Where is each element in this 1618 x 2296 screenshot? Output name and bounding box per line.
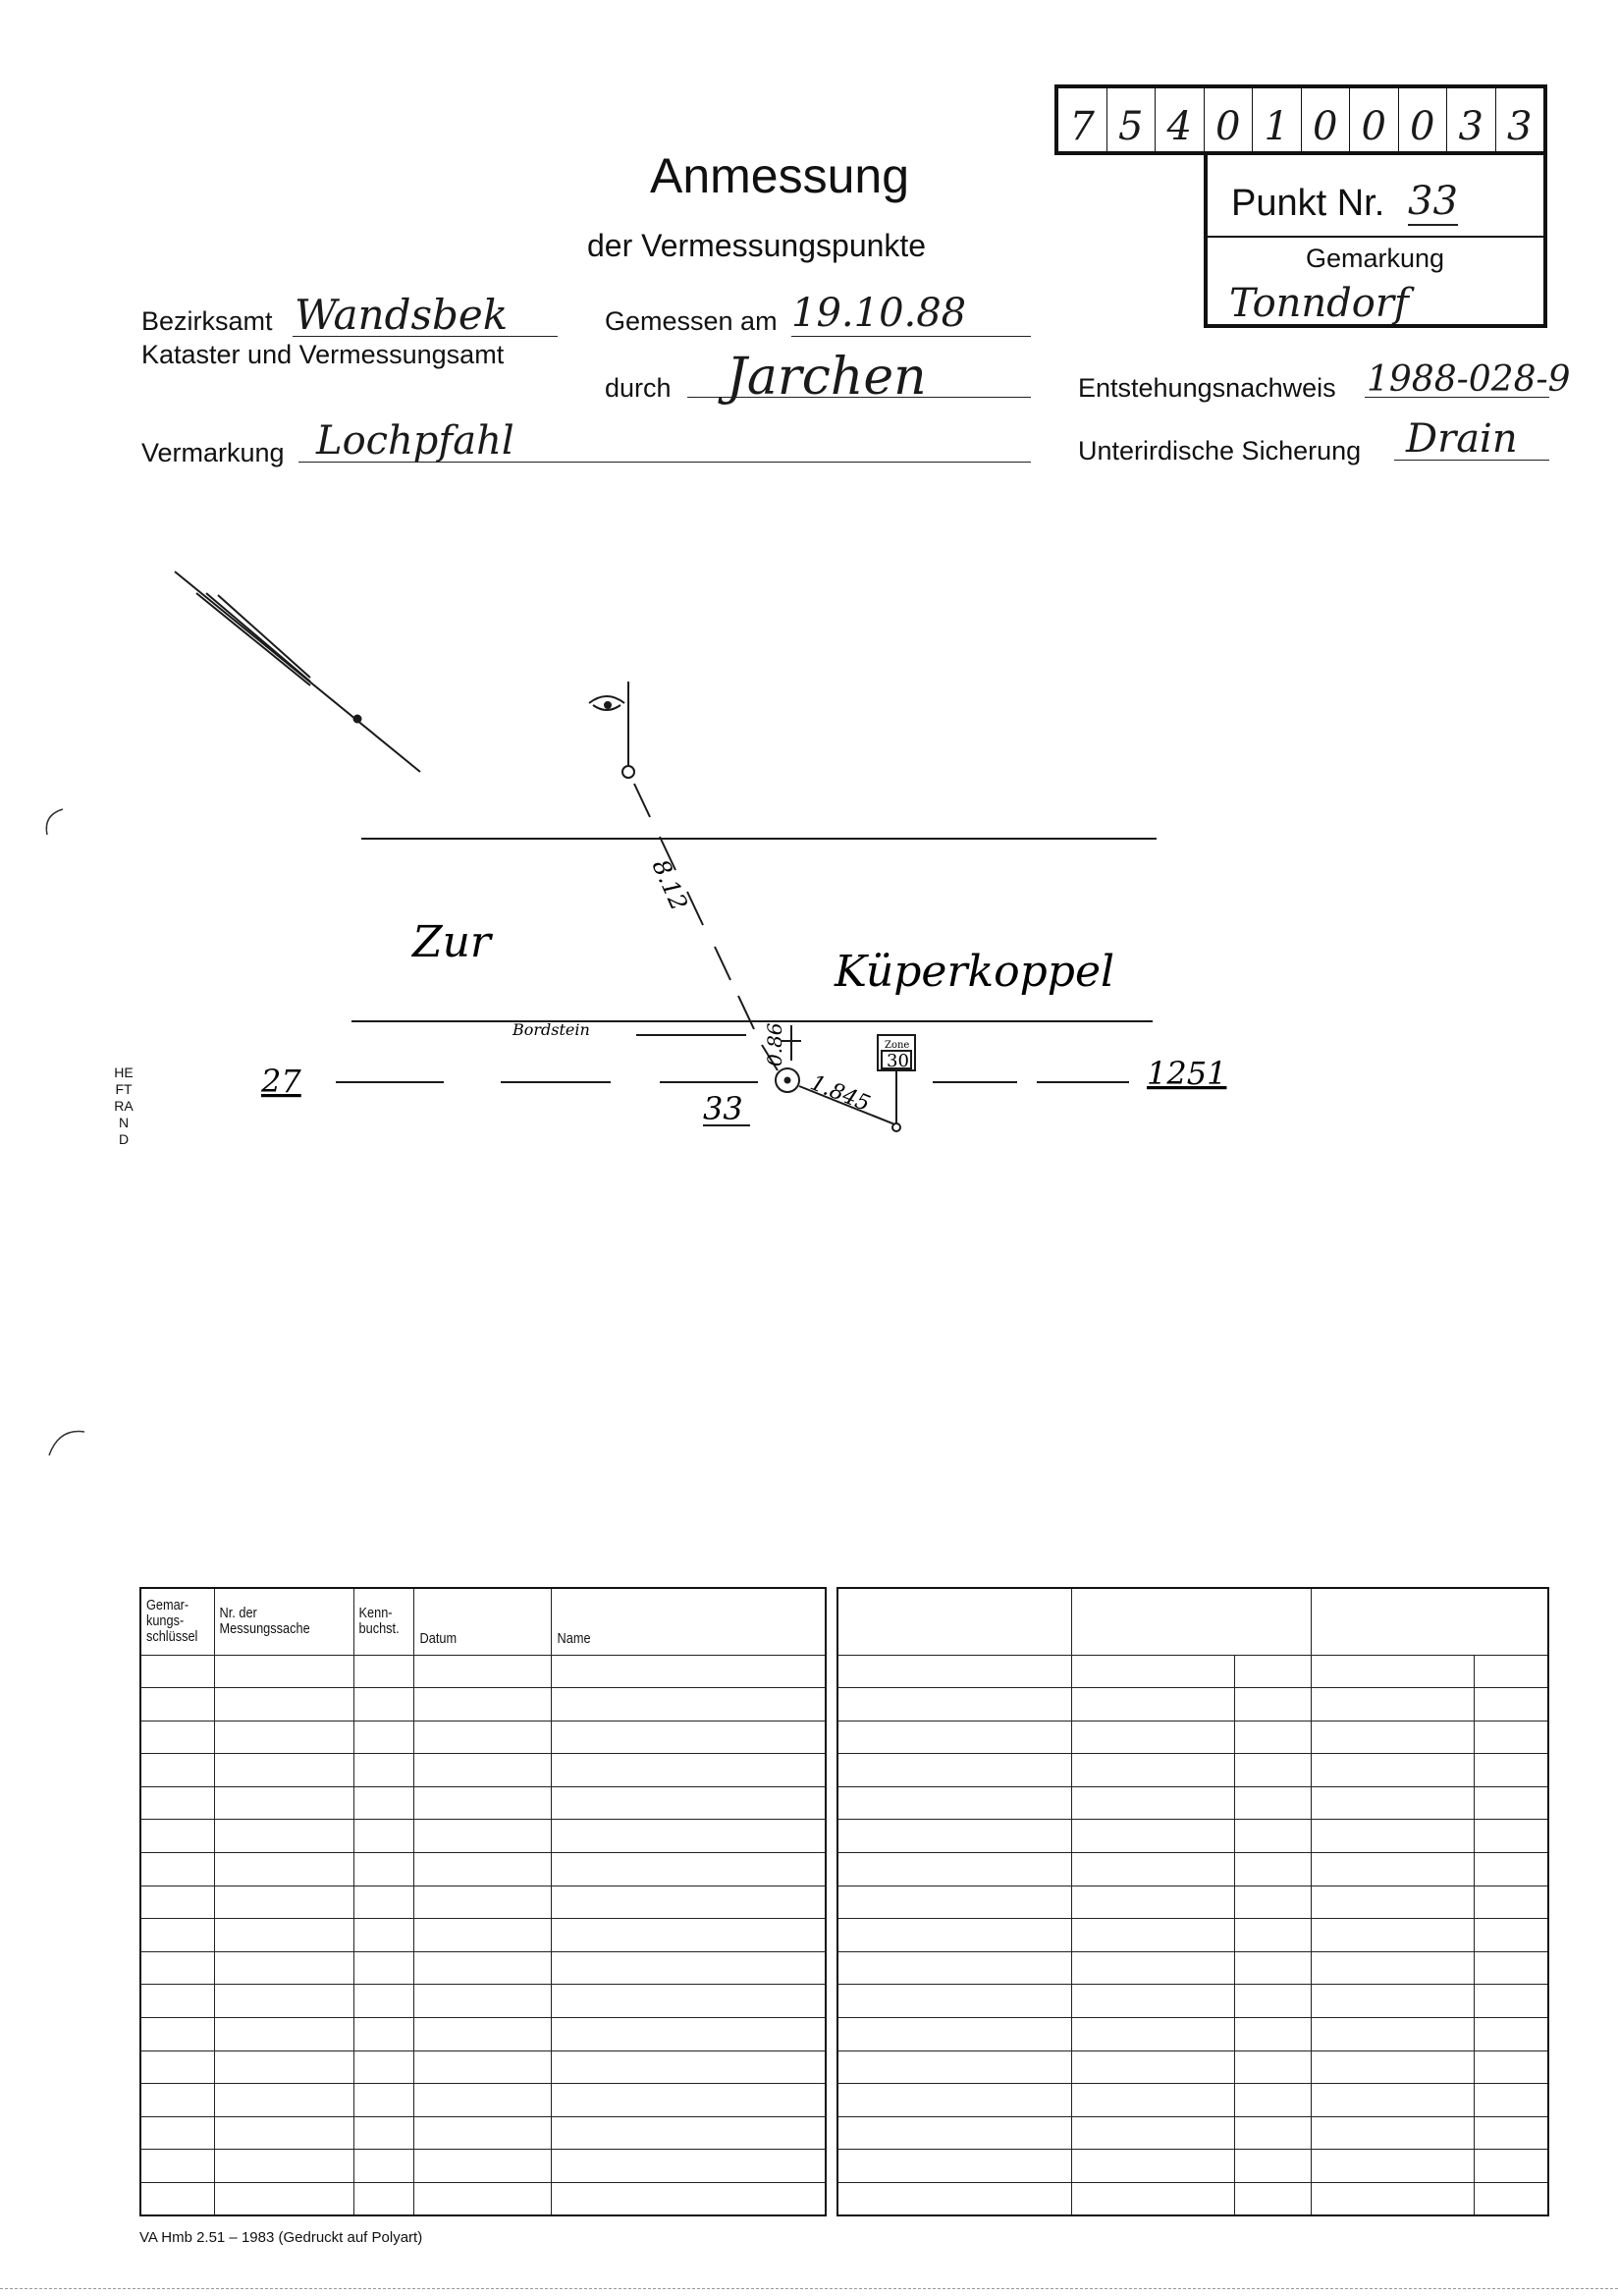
street-name-part1: Zur (412, 917, 491, 967)
sign-text-line1: Zone (885, 1040, 910, 1051)
table-cell (214, 2084, 353, 2117)
table-cell (1311, 2018, 1474, 2051)
table-cell (1071, 2084, 1234, 2117)
table-row (837, 2183, 1548, 2216)
table-header-row (140, 1588, 826, 1655)
table-cell (414, 2183, 552, 2216)
table-cell (1071, 2018, 1234, 2051)
entstehung-value: 1988-028-9 (1367, 359, 1571, 400)
form-title: Anmessung (650, 148, 910, 203)
heftrand-label: HEFTRAND (114, 1065, 134, 1147)
form-subtitle: der Vermessungspunkte (587, 228, 927, 263)
table-cell (1234, 2084, 1311, 2117)
table-cell (353, 1655, 413, 1688)
table-cell (140, 2050, 214, 2084)
table-cell (837, 2183, 1071, 2216)
table-cell (552, 2084, 826, 2117)
table-cell (140, 2018, 214, 2051)
table-cell (353, 2018, 413, 2051)
table-cell (1071, 1820, 1234, 1853)
table-cell (552, 1951, 826, 1985)
table-row (140, 1985, 826, 2018)
table-cell (1234, 1951, 1311, 1985)
table-cell (552, 1919, 826, 1952)
table-cell (140, 1754, 214, 1787)
table-cell (552, 2183, 826, 2216)
table-cell (1071, 1786, 1234, 1820)
point-label-33: 33 (703, 1090, 743, 1127)
distance-vertical: 0.86 (763, 1022, 786, 1066)
sicherung-value: Drain (1406, 416, 1518, 462)
table-cell (552, 1786, 826, 1820)
table-row (837, 1919, 1548, 1952)
table-cell (214, 1853, 353, 1886)
ref-point (622, 766, 634, 778)
table-cell (1071, 1951, 1234, 1985)
table-cell (1311, 1886, 1474, 1919)
table-cell (1071, 1721, 1234, 1754)
table-cell (552, 1655, 826, 1688)
header-cell (837, 1588, 1071, 1655)
table-cell (140, 2183, 214, 2216)
table-cell (1474, 1820, 1548, 1853)
gemessen-label: Gemessen am (605, 306, 778, 336)
table-cell (1474, 1919, 1548, 1952)
table-cell (1311, 2084, 1474, 2117)
table-cell (353, 1688, 413, 1722)
table-row (140, 1655, 826, 1688)
table-cell (552, 1985, 826, 2018)
table-row (837, 2018, 1548, 2051)
table-cell (140, 2084, 214, 2117)
table-cell (1311, 1919, 1474, 1952)
table-cell (353, 1721, 413, 1754)
sign-text-line2: 30 (887, 1051, 909, 1071)
table-row (140, 1853, 826, 1886)
vermarkung-value: Lochpfahl (316, 418, 514, 464)
header-messungssache: Nr. der Messungssache (214, 1588, 333, 1655)
table-cell (1474, 2183, 1548, 2216)
table-cell (214, 1655, 353, 1688)
stray-mark (29, 1414, 108, 1473)
gemarkung-value: Tonndorf (1229, 281, 1409, 326)
left-table-body (140, 1655, 826, 2215)
digit-box: 0 (1350, 88, 1399, 151)
table-cell (1311, 1985, 1474, 2018)
table-row (837, 1886, 1548, 1919)
vermarkung-label: Vermarkung (141, 438, 285, 467)
table-cell (1474, 2018, 1548, 2051)
table-cell (353, 1820, 413, 1853)
table-cell (837, 1786, 1071, 1820)
table-cell (1234, 2150, 1311, 2183)
table-cell (1474, 2150, 1548, 2183)
table-row (837, 1655, 1548, 1688)
table-cell (353, 1786, 413, 1820)
table-cell (1234, 2116, 1311, 2150)
table-cell (140, 2116, 214, 2150)
north-arrow-icon (175, 572, 420, 772)
distance-sign: 1.845 (806, 1070, 874, 1118)
bordstein-label: Bordstein (512, 1020, 590, 1039)
table-cell (552, 1886, 826, 1919)
table-cell (214, 2150, 353, 2183)
table-cell (1234, 1820, 1311, 1853)
table-cell (1311, 1951, 1474, 1985)
form-footer: VA Hmb 2.51 – 1983 (Gedruckt auf Polyart) (139, 2229, 423, 2246)
gemarkung-label: Gemarkung (1306, 244, 1445, 273)
digit-box: 3 (1507, 104, 1533, 149)
table-row (140, 1886, 826, 1919)
table-cell (140, 1951, 214, 1985)
table-cell (1474, 1655, 1548, 1688)
table-cell (1474, 1786, 1548, 1820)
table-cell (214, 2116, 353, 2150)
table-cell (837, 1721, 1071, 1754)
table-cell (353, 1919, 413, 1952)
table-cell (1071, 1655, 1234, 1688)
eye-icon (589, 696, 624, 710)
table-row (140, 1820, 826, 1853)
digit-box: 5 (1107, 88, 1157, 151)
table-row (140, 1951, 826, 1985)
table-cell (837, 1853, 1071, 1886)
table-cell (552, 1820, 826, 1853)
table-cell (353, 2116, 413, 2150)
table-cell (414, 1919, 552, 1952)
durch-label: durch (605, 373, 672, 403)
table-cell (1234, 2183, 1311, 2216)
table-cell (1234, 1721, 1311, 1754)
table-cell (1071, 1985, 1234, 2018)
table-cell (837, 2150, 1071, 2183)
table-cell (1071, 1688, 1234, 1722)
left-record-table (139, 1587, 827, 2216)
table-cell (214, 2050, 353, 2084)
punkt-value: 33 (1408, 179, 1458, 224)
table-cell (552, 1721, 826, 1754)
table-cell (214, 1721, 353, 1754)
table-cell (1311, 1721, 1474, 1754)
table-cell (414, 1721, 552, 1754)
table-row (837, 1951, 1548, 1985)
stray-mark (24, 786, 102, 884)
header-datum: Datum (414, 1588, 531, 1655)
table-cell (214, 1820, 353, 1853)
table-cell (1311, 1820, 1474, 1853)
table-cell (837, 1754, 1071, 1787)
table-row (140, 2050, 826, 2084)
table-row (140, 1786, 826, 1820)
table-cell (1234, 1688, 1311, 1722)
table-cell (837, 1820, 1071, 1853)
table-cell (353, 2084, 413, 2117)
table-cell (140, 1919, 214, 1952)
table-cell (1071, 2183, 1234, 2216)
diagonal-distance-line (634, 784, 778, 1070)
table-row (837, 1820, 1548, 1853)
table-cell (140, 1688, 214, 1722)
table-cell (1234, 1754, 1311, 1787)
table-row (140, 1754, 826, 1787)
table-cell (214, 1919, 353, 1952)
table-cell (1474, 1721, 1548, 1754)
table-cell (414, 1655, 552, 1688)
table-cell (353, 2183, 413, 2216)
digit-box: 0 (1399, 88, 1448, 151)
table-cell (414, 1754, 552, 1787)
digit-box: 0 (1205, 88, 1254, 151)
table-cell (552, 1688, 826, 1722)
sicherung-label: Unterirdische Sicherung (1078, 436, 1362, 465)
table-cell (1234, 2050, 1311, 2084)
header-cell (1071, 1588, 1311, 1655)
table-cell (414, 1951, 552, 1985)
table-row (140, 1688, 826, 1722)
table-header-row (837, 1588, 1548, 1655)
digit-box: 4 (1156, 88, 1205, 151)
header-kennbuchstabe: Kenn- buchst. (353, 1588, 404, 1655)
table-cell (1071, 1853, 1234, 1886)
table-cell (1071, 1919, 1234, 1952)
table-cell (1234, 1919, 1311, 1952)
table-cell (1474, 1754, 1548, 1787)
amt-label: Kataster und Vermessungsamt (141, 340, 505, 369)
table-cell (214, 1688, 353, 1722)
table-row (837, 1688, 1548, 1722)
table-cell (214, 1886, 353, 1919)
table-cell (1474, 1951, 1548, 1985)
page-edge-line (0, 2288, 1618, 2289)
table-cell (1234, 1853, 1311, 1886)
gemessen-value: 19.10.88 (791, 291, 967, 336)
bezirksamt-label: Bezirksamt (141, 306, 273, 336)
table-cell (140, 1655, 214, 1688)
table-cell (552, 2018, 826, 2051)
table-cell (414, 1853, 552, 1886)
table-cell (1474, 1688, 1548, 1722)
table-row (837, 2150, 1548, 2183)
table-cell (353, 2050, 413, 2084)
point-label-1251: 1251 (1147, 1055, 1227, 1092)
table-row (837, 2084, 1548, 2117)
table-cell (1474, 2116, 1548, 2150)
table-row (140, 2183, 826, 2216)
table-cell (414, 2116, 552, 2150)
table-cell (837, 2116, 1071, 2150)
table-cell (1311, 1786, 1474, 1820)
table-cell (140, 1886, 214, 1919)
table-cell (1474, 1853, 1548, 1886)
table-cell (414, 1688, 552, 1722)
table-cell (837, 1919, 1071, 1952)
right-table-body (837, 1655, 1548, 2215)
table-cell (1474, 2084, 1548, 2117)
table-row (140, 1919, 826, 1952)
table-cell (1071, 1886, 1234, 1919)
table-cell (140, 1721, 214, 1754)
digit-box: 7 (1058, 88, 1107, 151)
table-cell (353, 1985, 413, 2018)
point-label-27: 27 (261, 1063, 301, 1100)
table-cell (140, 1985, 214, 2018)
table-row (837, 1985, 1548, 2018)
entstehung-label: Entstehungsnachweis (1078, 373, 1336, 403)
table-cell (1234, 2018, 1311, 2051)
digit-box: 1 (1253, 88, 1302, 151)
table-cell (1311, 2150, 1474, 2183)
table-cell (552, 1853, 826, 1886)
table-cell (214, 2183, 353, 2216)
table-cell (1071, 2150, 1234, 2183)
table-cell (353, 1754, 413, 1787)
table-cell (414, 2018, 552, 2051)
table-cell (353, 1886, 413, 1919)
table-cell (214, 1951, 353, 1985)
durch-signature: Jarchen (727, 348, 927, 407)
table-cell (552, 2150, 826, 2183)
table-cell (214, 2018, 353, 2051)
table-cell (1311, 1853, 1474, 1886)
table-cell (837, 1886, 1071, 1919)
table-row (837, 1754, 1548, 1787)
street-name-part2: Küperkoppel (835, 947, 1115, 997)
table-cell (1311, 1688, 1474, 1722)
table-cell (140, 1853, 214, 1886)
table-cell (1474, 2050, 1548, 2084)
table-cell (1234, 1786, 1311, 1820)
table-cell (1311, 2116, 1474, 2150)
table-cell (837, 1985, 1071, 2018)
header-name: Name (552, 1588, 785, 1655)
table-cell (837, 2084, 1071, 2117)
table-cell (353, 1951, 413, 1985)
table-cell (353, 1853, 413, 1886)
table-row (140, 1721, 826, 1754)
table-cell (1234, 1886, 1311, 1919)
table-cell (1071, 1754, 1234, 1787)
header-cell (1311, 1588, 1548, 1655)
table-row (837, 2050, 1548, 2084)
table-cell (414, 1820, 552, 1853)
table-row (837, 2116, 1548, 2150)
table-row (140, 2018, 826, 2051)
digit-box: 3 (1447, 88, 1496, 151)
table-cell (1311, 2050, 1474, 2084)
table-row (837, 1786, 1548, 1820)
table-cell (414, 1985, 552, 2018)
table-cell (1071, 2116, 1234, 2150)
table-cell (214, 1786, 353, 1820)
bezirksamt-value: Wandsbek (295, 291, 509, 339)
distance-diagonal: 8.12 (646, 855, 693, 915)
table-cell (552, 1754, 826, 1787)
table-cell (414, 1786, 552, 1820)
table-row (837, 1721, 1548, 1754)
table-cell (1234, 1655, 1311, 1688)
table-cell (214, 1754, 353, 1787)
table-cell (1234, 1985, 1311, 2018)
table-cell (837, 2018, 1071, 2051)
table-cell (414, 2084, 552, 2117)
table-row (140, 2084, 826, 2117)
table-cell (414, 2150, 552, 2183)
table-cell (552, 2116, 826, 2150)
table-cell (414, 1886, 552, 1919)
digit-box: 0 (1302, 88, 1351, 151)
table-cell (1071, 2050, 1234, 2084)
table-cell (552, 2050, 826, 2084)
table-row (140, 2150, 826, 2183)
table-cell (140, 1786, 214, 1820)
table-cell (837, 2050, 1071, 2084)
table-cell (1474, 1985, 1548, 2018)
table-cell (353, 2150, 413, 2183)
table-cell (837, 1951, 1071, 1985)
table-cell (140, 2150, 214, 2183)
table-cell (1474, 1886, 1548, 1919)
right-record-table (836, 1587, 1549, 2216)
table-cell (140, 1820, 214, 1853)
table-cell (1311, 2183, 1474, 2216)
table-cell (1311, 1754, 1474, 1787)
table-cell (837, 1688, 1071, 1722)
table-cell (837, 1655, 1071, 1688)
table-cell (414, 2050, 552, 2084)
table-cell (214, 1985, 353, 2018)
table-cell (1311, 1655, 1474, 1688)
header-gemarkungsschluessel: Gemar- kungs- schlüssel (140, 1588, 203, 1655)
punkt-label: Punkt Nr. (1231, 183, 1385, 224)
table-row (140, 2116, 826, 2150)
table-row (837, 1853, 1548, 1886)
